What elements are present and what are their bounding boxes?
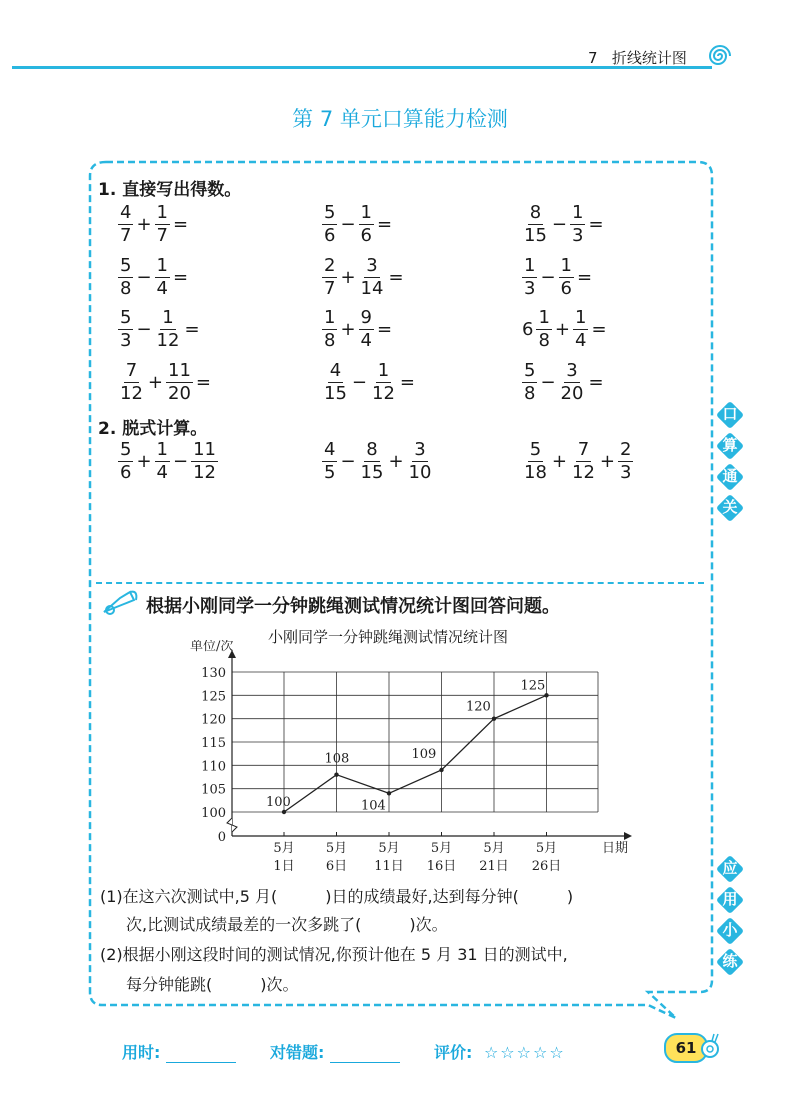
operator: − [173,451,189,472]
denominator: 4 [360,330,372,351]
operator: = [377,214,393,235]
operator: + [388,451,404,472]
expression [522,441,633,482]
operator: = [184,319,200,340]
denominator: 6 [560,278,572,299]
fraction [559,257,574,298]
question-2-heading: 2. 脱式计算。 [98,419,208,439]
operator: + [554,319,570,340]
question-app-1 [100,884,573,907]
chart-title: 小刚同学一分钟跳绳测试情况统计图 [268,628,509,646]
q-app-1-text-a: (1)在这六次测试中,5 月( [100,887,278,906]
numerator: 5 [120,439,132,460]
q-app-1-text-b: )日的成绩最好,达到每分钟( [325,887,519,906]
operator: + [136,451,152,472]
operator: = [195,372,211,393]
expression [322,257,407,298]
operator: − [540,267,556,288]
numerator: 5 [120,307,132,328]
q-app-1-text-e: )次。 [409,915,448,934]
fraction [155,257,170,298]
operator: − [136,319,152,340]
operator: + [136,214,152,235]
x-tick-day: 6日 [325,859,348,874]
side-tag [717,495,743,521]
operator: = [577,267,593,288]
denominator: 10 [408,462,432,483]
expression [118,309,203,350]
side-tag-char: 口 [722,405,738,423]
numerator: 11 [193,439,216,460]
fraction [155,204,170,245]
fraction [322,309,337,350]
operator: = [591,319,607,340]
fraction [573,309,588,350]
x-tick-day: 11日 [374,859,404,874]
question-app-2-line2 [126,972,299,995]
application-heading: 根据小刚同学一分钟跳绳测试情况统计图回答问题。 [146,596,560,617]
side-tag-char: 关 [722,498,738,516]
numerator: 8 [366,439,378,460]
numerator: 5 [324,202,336,223]
side-tag-char: 练 [722,952,738,970]
denominator: 8 [324,330,336,351]
chapter-header [588,47,687,68]
numerator: 1 [572,202,584,223]
operator: = [173,267,189,288]
fraction [191,441,218,482]
x-tick-month: 5月 [535,841,558,856]
fraction [155,309,182,350]
x-tick-month: 5月 [325,841,348,856]
fraction [407,441,434,482]
chapter-title: 折线统计图 [611,49,687,67]
denominator: 20 [560,383,584,404]
data-label: 108 [324,751,350,767]
q-app-1-text-d: 次,比测试成绩最差的一次多跳了( [126,915,362,934]
axis-break [227,818,237,832]
denominator: 14 [360,278,384,299]
side-tag [717,433,743,459]
expression [522,362,607,403]
side-tag-char: 应 [722,859,738,877]
question-app-1-line2 [126,912,448,935]
operator: + [599,451,615,472]
swirl-icon [706,42,734,70]
fraction [118,362,145,403]
x-tick-month: 5月 [273,841,295,856]
denominator: 4 [156,462,168,483]
expression [118,257,191,298]
numerator: 7 [125,360,138,381]
numerator: 4 [324,439,336,460]
denominator: 8 [524,383,536,404]
fraction [359,204,374,245]
fraction [559,362,586,403]
fraction [118,257,133,298]
whole-number: 6 [522,319,534,340]
fraction [522,362,537,403]
footer [122,1040,566,1063]
question-1-heading: 1. 直接写出得数。 [98,180,242,200]
expression [118,362,214,403]
expression [118,204,191,245]
numerator: 8 [529,202,542,223]
fraction [118,309,133,350]
operator: = [388,267,404,288]
x-axis-arrow [624,832,632,840]
y-tick-label: 120 [201,712,226,728]
side-tag [717,402,743,428]
data-point [282,810,286,814]
numerator: 5 [120,255,132,276]
numerator: 3 [366,255,378,276]
side-tag [717,887,743,913]
numerator: 1 [156,255,168,276]
denominator: 15 [324,383,347,404]
numerator: 1 [156,439,168,460]
y-tick-label: 130 [201,666,226,681]
denominator: 5 [324,462,336,483]
data-point [334,772,338,776]
data-point [387,791,391,795]
denominator: 12 [193,462,216,483]
denominator: 15 [360,462,384,483]
denominator: 6 [324,225,336,246]
fraction [118,204,133,245]
page-title: 第 7 单元口算能力检测 [292,107,508,131]
operator: + [551,451,567,472]
expression [322,441,433,482]
question-app-2: (2)根据小刚这段时间的测试情况,你预计他在 5 月 31 日的测试中, [100,945,568,964]
denominator: 12 [120,383,143,404]
y-tick-label: 110 [201,759,226,775]
x-tick-month: 5月 [430,841,453,856]
line-chart [190,640,640,885]
errors-label: 对错题: [269,1043,325,1062]
time-blank [166,1048,236,1063]
expression [522,257,595,298]
denominator: 8 [120,278,132,299]
fraction [522,204,549,245]
denominator: 4 [575,330,587,351]
numerator: 7 [577,439,590,460]
rating-stars: ☆☆☆☆☆ [483,1043,566,1062]
side-tag-char: 通 [722,467,738,485]
q-app-2-text-b: )次。 [260,975,299,994]
denominator: 3 [524,278,536,299]
rating-label: 评价: [433,1043,473,1062]
data-label: 104 [361,798,386,814]
chapter-number: 7 [588,49,598,67]
operator: − [340,451,356,472]
numerator: 9 [360,307,372,328]
section-divider [96,582,704,584]
denominator: 15 [524,225,547,246]
operator: − [340,214,356,235]
numerator: 1 [377,360,390,381]
denominator: 3 [620,462,632,483]
operator: + [147,372,163,393]
fraction [618,441,633,482]
denominator: 7 [324,278,336,299]
fraction [155,441,170,482]
fraction [322,441,337,482]
side-tag [717,856,743,882]
y-axis-label: 单位/次 [190,640,234,654]
numerator: 2 [324,255,336,276]
data-label: 100 [266,795,291,810]
y-tick-label: 100 [201,806,226,821]
operator: = [377,319,393,340]
denominator: 18 [524,462,547,483]
y-tick-label: 115 [201,736,226,751]
fraction [359,441,386,482]
operator: = [173,214,189,235]
x-tick-month: 5月 [483,841,505,856]
denominator: 3 [572,225,584,246]
data-point [439,768,443,772]
time-label: 用时: [122,1043,161,1062]
operator: = [588,214,604,235]
denominator: 6 [360,225,372,246]
x-axis-label: 日期 [602,841,629,856]
x-tick-day: 21日 [479,859,509,874]
denominator: 12 [572,462,595,483]
fraction [359,257,386,298]
x-tick-day: 26日 [531,859,562,874]
denominator: 12 [156,330,180,351]
expression [322,204,395,245]
errors-blank [330,1048,400,1063]
expression [322,362,418,403]
denominator: 20 [168,383,191,404]
side-tag-char: 用 [722,890,738,908]
numerator: 1 [560,255,572,276]
fraction [359,309,374,350]
numerator: 3 [414,439,426,460]
numerator: 11 [168,360,191,381]
side-tag [717,918,743,944]
denominator: 7 [156,225,168,246]
fraction [118,441,133,482]
fraction [570,441,597,482]
fraction [322,257,337,298]
side-tag [717,464,743,490]
expression [522,204,607,245]
numerator: 1 [324,307,336,328]
data-point [492,716,496,720]
y-tick-label: 125 [201,689,226,705]
denominator: 12 [372,383,395,404]
denominator: 7 [120,225,132,246]
expression [322,309,395,350]
data-label: 125 [520,678,546,694]
denominator: 8 [538,330,550,351]
q-app-1-text-c: ) [566,887,574,906]
data-point [544,693,548,697]
snail-icon [700,1032,722,1060]
x-tick-month: 5月 [378,841,400,856]
operator: = [399,372,415,393]
fraction [536,309,551,350]
y-tick-label: 105 [201,782,226,798]
page-number: 61 [664,1033,708,1063]
numerator: 4 [120,202,132,223]
data-label: 120 [466,699,491,715]
operator: − [136,267,152,288]
x-tick-day: 1日 [273,859,295,874]
trumpet-icon [100,588,140,616]
fraction [522,257,537,298]
numerator: 1 [524,255,536,276]
side-tag-char: 算 [722,436,738,454]
side-tag-char: 小 [722,921,738,939]
fraction [322,362,349,403]
fraction [570,204,585,245]
denominator: 6 [120,462,132,483]
numerator: 2 [620,439,632,460]
data-label: 109 [411,747,437,762]
numerator: 1 [575,307,587,328]
y-tick-label: 0 [217,830,226,845]
fraction [166,362,193,403]
numerator: 5 [529,439,542,460]
x-tick-day: 16日 [426,859,457,874]
numerator: 5 [524,360,536,381]
operator: + [340,319,356,340]
operator: = [588,372,604,393]
operator: + [340,267,356,288]
operator: − [351,372,367,393]
numerator: 1 [538,307,550,328]
numerator: 1 [360,202,372,223]
numerator: 1 [156,202,168,223]
expression [522,309,610,350]
operator: − [551,214,567,235]
numerator: 4 [329,360,342,381]
denominator: 4 [156,278,168,299]
side-tag [717,949,743,975]
fraction [522,441,549,482]
fraction [322,204,337,245]
numerator: 1 [162,307,174,328]
expression [118,441,218,482]
denominator: 3 [120,330,132,351]
fraction [370,362,397,403]
operator: − [540,372,556,393]
numerator: 3 [566,360,578,381]
q-app-2-text-a: 每分钟能跳( [126,975,213,994]
